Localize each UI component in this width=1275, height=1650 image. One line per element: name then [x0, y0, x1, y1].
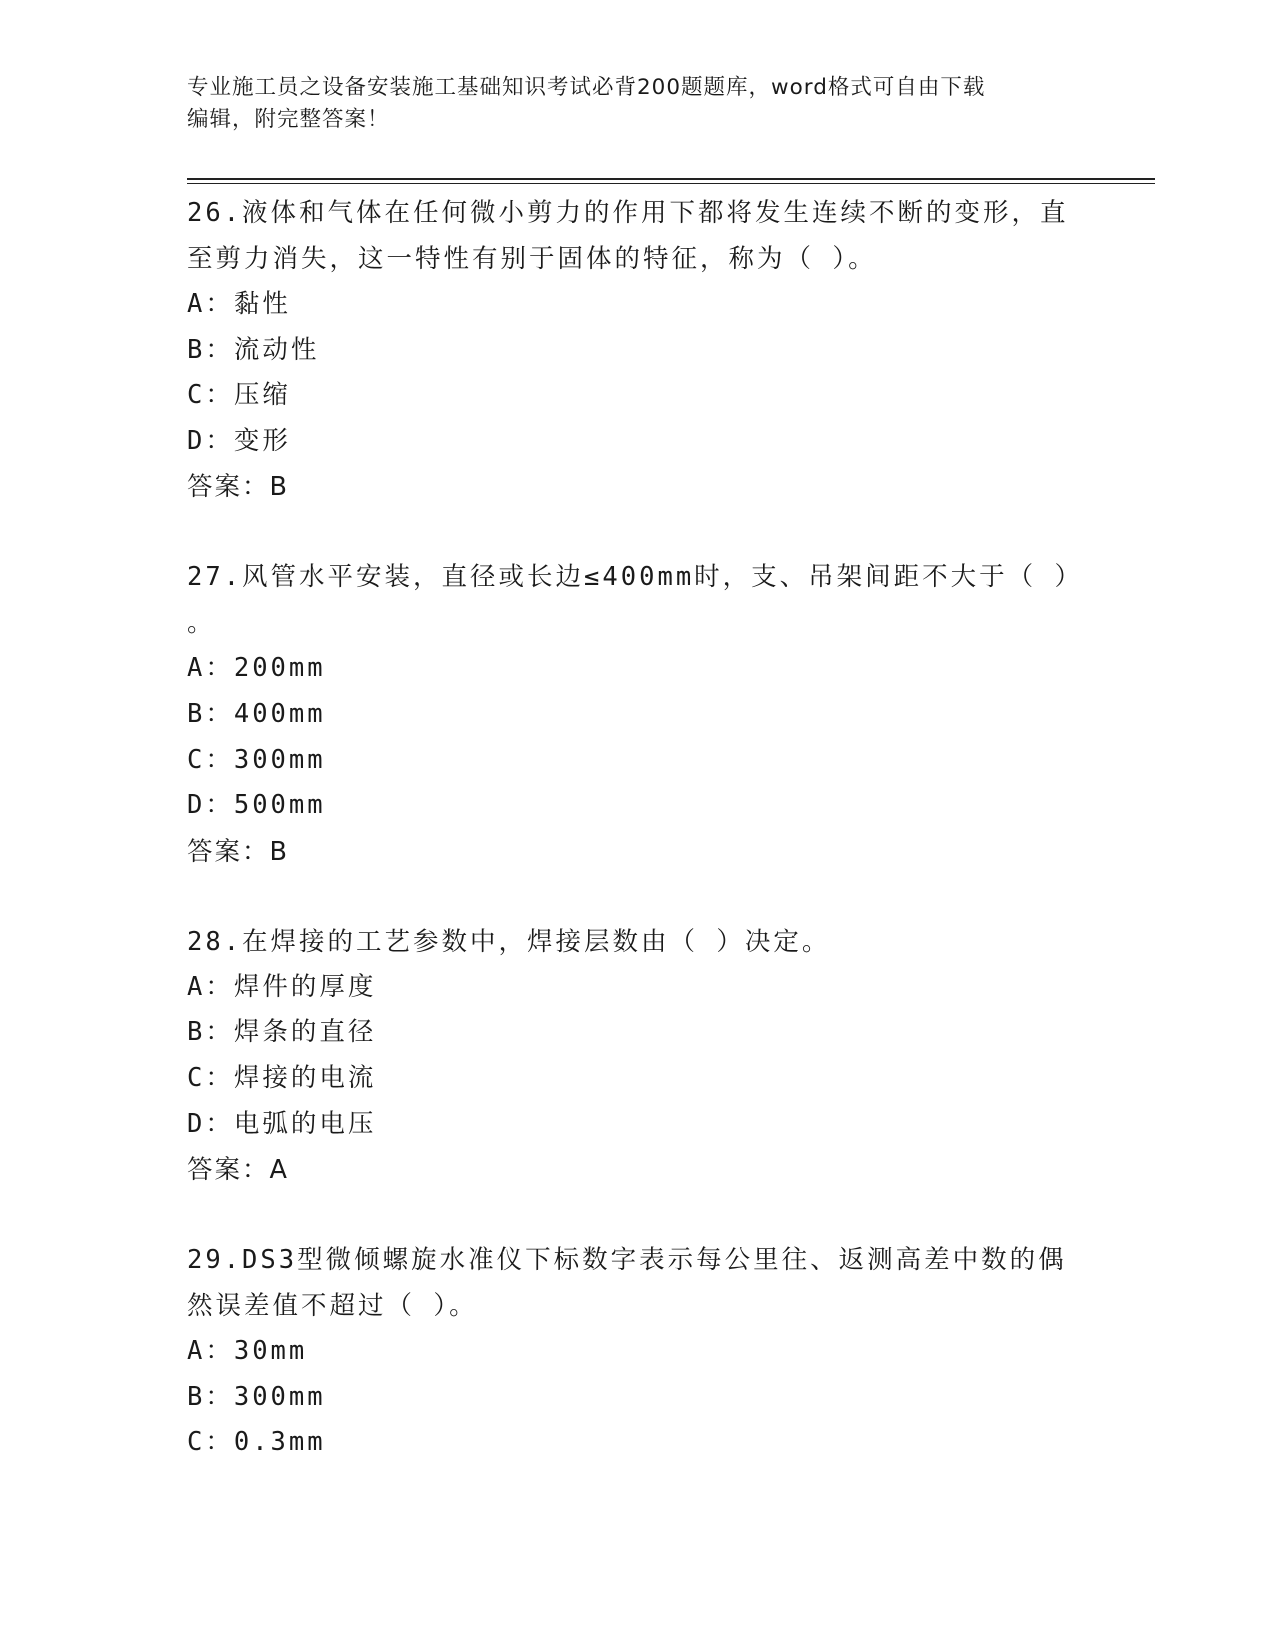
option-d: D：电弧的电压: [187, 1108, 377, 1139]
question-29: [187, 1237, 1087, 1466]
question-list: [187, 190, 1087, 1510]
question-28: [187, 919, 1087, 1193]
question-stem-line: 27.风管水平安装，直径或长边≤400mm时，支、吊架间距不大于（ ）: [187, 562, 1084, 593]
header-line-2: 编辑，附完整答案！: [187, 107, 390, 132]
document-header: [187, 72, 1067, 136]
option-a: A：200mm: [187, 653, 326, 684]
option-c: C：0.3mm: [187, 1427, 326, 1458]
answer-line: 答案：B: [187, 836, 289, 867]
question-stem-line: 然误差值不超过（ ）。: [187, 1291, 478, 1322]
question-stem-line: 。: [187, 608, 216, 639]
option-b: B：流动性: [187, 334, 320, 365]
option-b: B：300mm: [187, 1381, 326, 1412]
question-26: [187, 190, 1087, 510]
option-c: C：压缩: [187, 380, 291, 411]
option-c: C：300mm: [187, 744, 326, 775]
question-stem-line: 28.在焊接的工艺参数中，焊接层数由（ ）决定。: [187, 926, 831, 957]
option-a: A：黏性: [187, 289, 291, 319]
question-stem-line: 至剪力消失，这一特性有别于固体的特征，称为（ ）。: [187, 244, 877, 274]
option-d: D：变形: [187, 425, 291, 456]
option-b: B：400mm: [187, 698, 326, 729]
option-a: A：30mm: [187, 1336, 308, 1367]
option-b: B：焊条的直径: [187, 1017, 377, 1048]
answer-line: 答案：B: [187, 472, 289, 503]
question-stem-line: 26.液体和气体在任何微小剪力的作用下都将发生连续不断的变形，直: [187, 198, 1069, 228]
option-a: A：焊件的厚度: [187, 971, 377, 1002]
option-d: D：500mm: [187, 790, 326, 821]
header-divider-bottom: [187, 183, 1155, 184]
question-stem-line: 29.DS3型微倾螺旋水准仪下标数字表示每公里往、返测高差中数的偶: [187, 1245, 1067, 1276]
question-27: [187, 554, 1087, 874]
answer-line: 答案：A: [187, 1155, 289, 1186]
header-line-1: 专业施工员之设备安装施工基础知识考试必背200题题库，word格式可自由下载: [187, 75, 986, 100]
option-c: C：焊接的电流: [187, 1062, 377, 1093]
header-divider-top: [187, 178, 1155, 180]
